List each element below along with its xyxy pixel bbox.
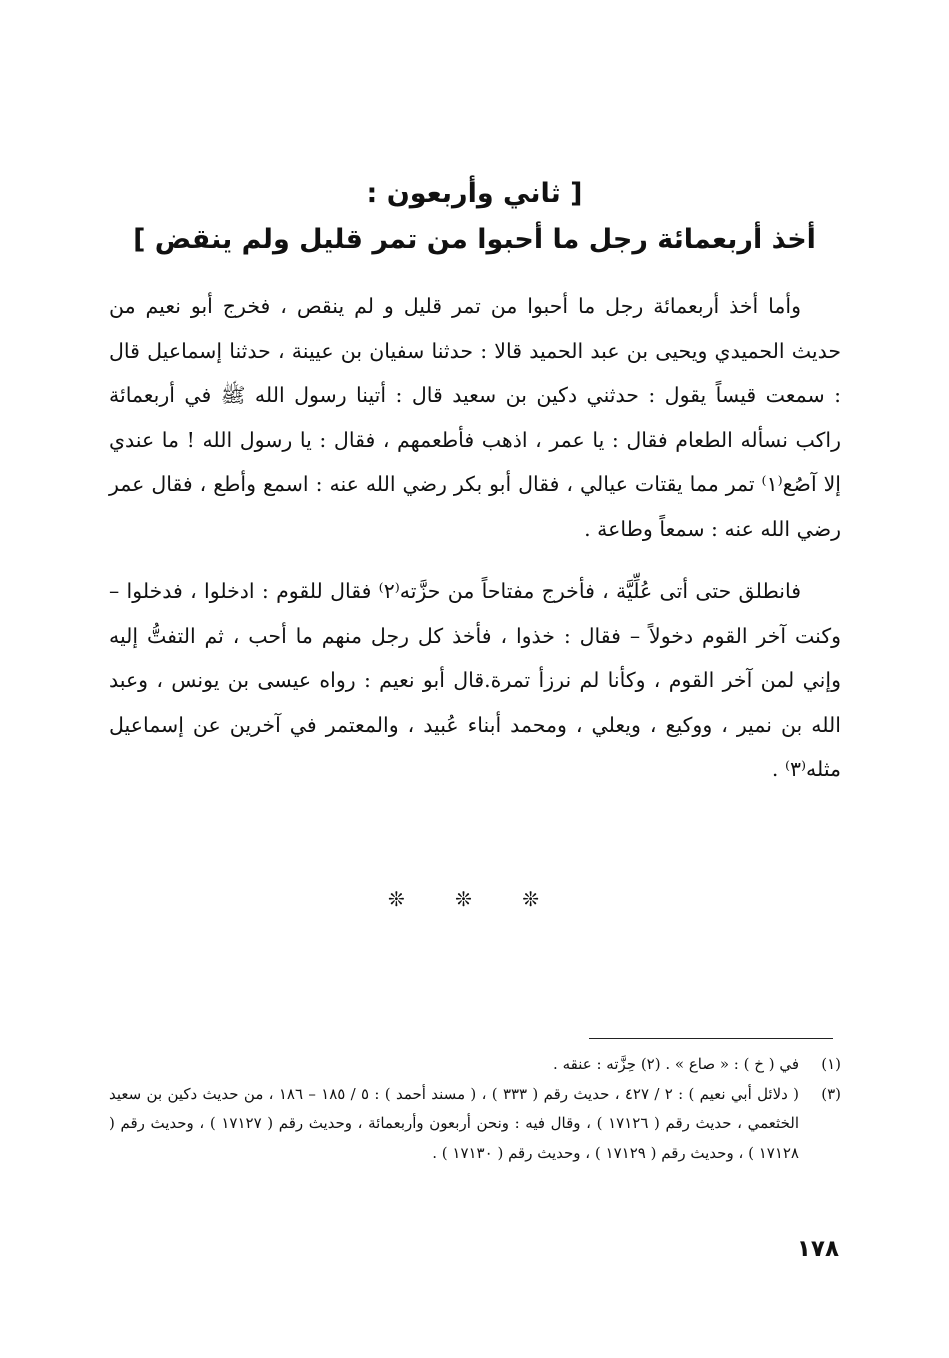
section-heading: [ ثاني وأربعون : — [366, 178, 583, 209]
paragraph-2: فانطلق حتى أتى عُلِّيَّة ، فأخرج مفتاحاً من حزَّته⁽٢⁾ فقال للقوم : ادخلوا ، فدخلوا – وكنت آخر القوم دخولاً – فقال : خذوا ، فأخذ كل رجل منهم ما أحب ، ثم التفتُّ إليه وإني لمن آخر القوم ، وكأنا لم نرزأ تمرة.قال أبو نعيم : رواه عيسى بن يونس ، وعبد الله بن نمير ، ووكيع ، ويعلي ، ومحمد أبناء عُبيد ، والمعتمر في آخرين عن إسماعيل مثله⁽٣⁾ . — [109, 579, 841, 781]
footnote-number: (١) — [821, 1055, 841, 1073]
page-number: ١٧٨ — [796, 1236, 839, 1262]
main-text — [109, 284, 841, 792]
footnotes — [109, 1050, 841, 1168]
section-separator-stars: ❊ ❊ ❊ — [388, 887, 561, 911]
footnote-text: في ( خ ) : « صاع » . (٢) حِزَّته : عنقه . — [553, 1055, 799, 1073]
footnote-divider — [589, 1038, 833, 1039]
footnote-item — [109, 1080, 841, 1169]
section-subheading: أخذ أربعمائة رجل ما أحبوا من تمر قليل ولم ينقض ] — [133, 224, 816, 255]
paragraph-1: وأما أخذ أربعمائة رجل ما أحبوا من تمر قليل و لم ينقص ، فخرج أبو نعيم من حديث الحميدي ويحيى بن عبد الحميد قالا : حدثنا سفيان بن عيينة ، حدثنا إسماعيل قال : سمعت قيساً يقول : حدثني دكين بن سعيد قال : أتينا رسول الله ﷺ في أربعمائة راكب نسأله الطعام فقال : يا عمر ، اذهب فأطعمهم ، فقال : يا رسول الله ! ما عندي إلا آصُع⁽١⁾ تمر مما يقتات عيالي ، فقال أبو بكر رضي الله عنه : اسمع وأطع ، فقال عمر رضي الله عنه : سمعاً وطاعة . — [109, 294, 842, 541]
footnote-number: (٣) — [821, 1084, 841, 1103]
footnote-item — [109, 1050, 841, 1080]
footnote-text: ( دلائل أبي نعيم ) : ٢ / ٤٢٧ ، حديث رقم ( ٣٣٣ ) ، ( مسند أحمد ) : ٥ / ١٨٥ – ١٨٦ ، من حديث دكين بن سعيد الخثعمي ، حديث رقم ( ١٧١٢٦ ) ، وقال فيه : ونحن أربعون وأربعمائة ، وحديث رقم ( ١٧١٢٧ ) ، وحديث رقم ( ١٧١٢٨ ) ، وحديث رقم ( ١٧١٢٩ ) ، وحديث رقم ( ١٧١٣٠ ) . — [109, 1084, 800, 1162]
